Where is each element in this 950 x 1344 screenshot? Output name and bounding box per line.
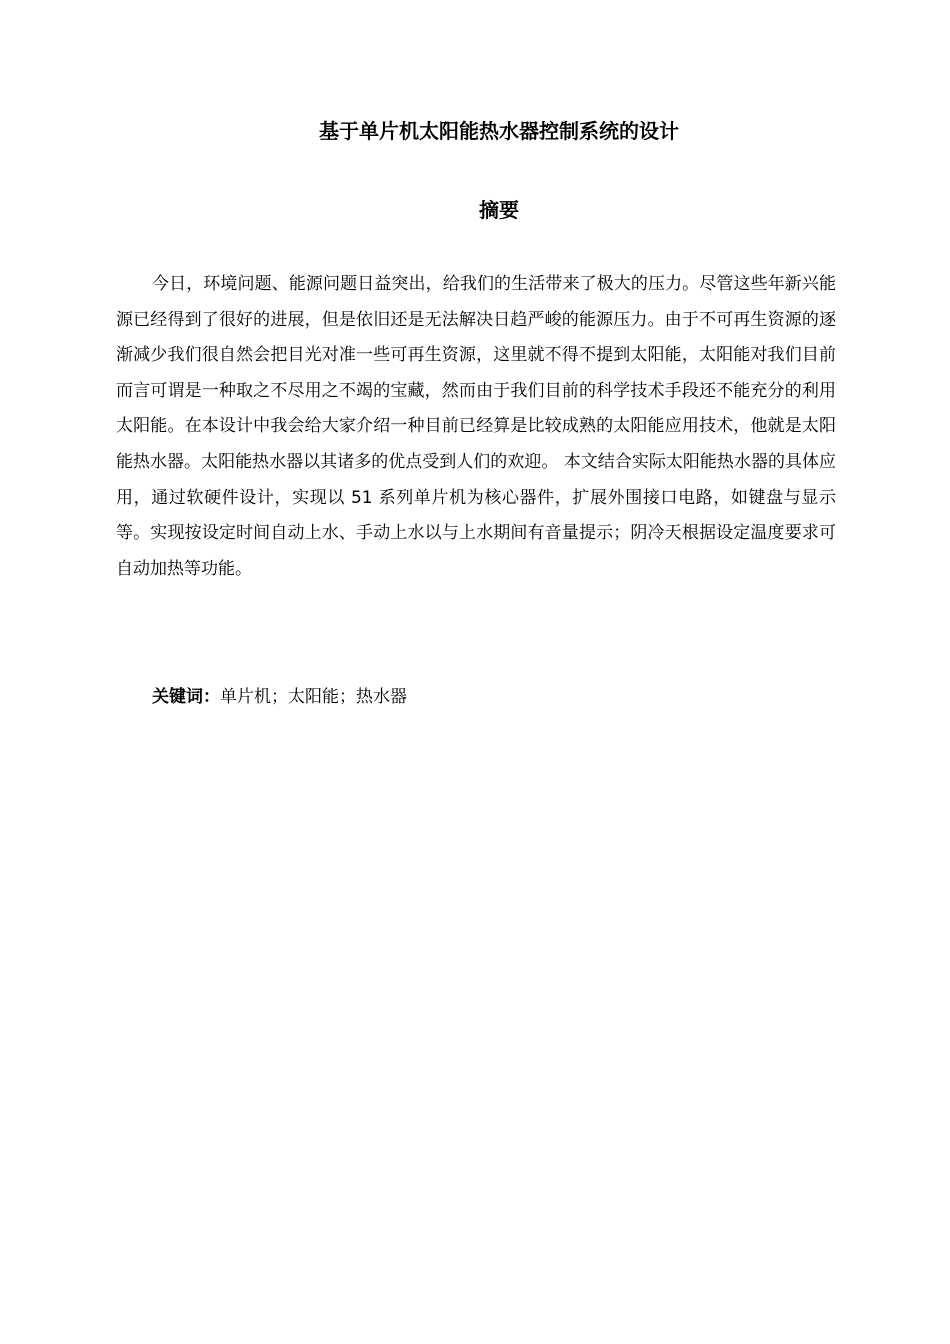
keywords-label: 关键词：: [152, 687, 220, 707]
abstract-paragraph: 今日，环境问题、能源问题日益突出，给我们的生活带来了极大的压力。尽管这些年新兴能源已经得到了很好的进展，但是依旧还是无法解决日趋严峻的能源压力。由于不可再生资源的逐渐减少我们很自然会把目光对准一些可再生资源，这里就不得不提到太阳能，太阳能对我们目前而言可谓是一种取之不尽用之不竭的宝藏，然而由于我们目前的科学技术手段还不能充分的利用太阳能。在本设计中我会给大家介绍一种目前已经算是比较成熟的太阳能应用技术，他就是太阳能热水器。太阳能热水器以其诸多的优点受到人们的欢迎。 本文结合实际太阳能热水器的具体应用，通过软硬件设计，实现以 51 系列单片机为核心器件，扩展外围接口电路，如键盘与显示等。实现按设定时间自动上水、手动上水以与上水期间有音量提示；阴冷天根据设定温度要求可自动加热等功能。: [116, 274, 836, 579]
abstract-heading: 摘要: [479, 198, 519, 222]
keywords-line: [152, 680, 407, 714]
document-title: 基于单片机太阳能热水器控制系统的设计: [319, 119, 679, 143]
keywords-values: 单片机；太阳能；热水器: [220, 687, 407, 707]
